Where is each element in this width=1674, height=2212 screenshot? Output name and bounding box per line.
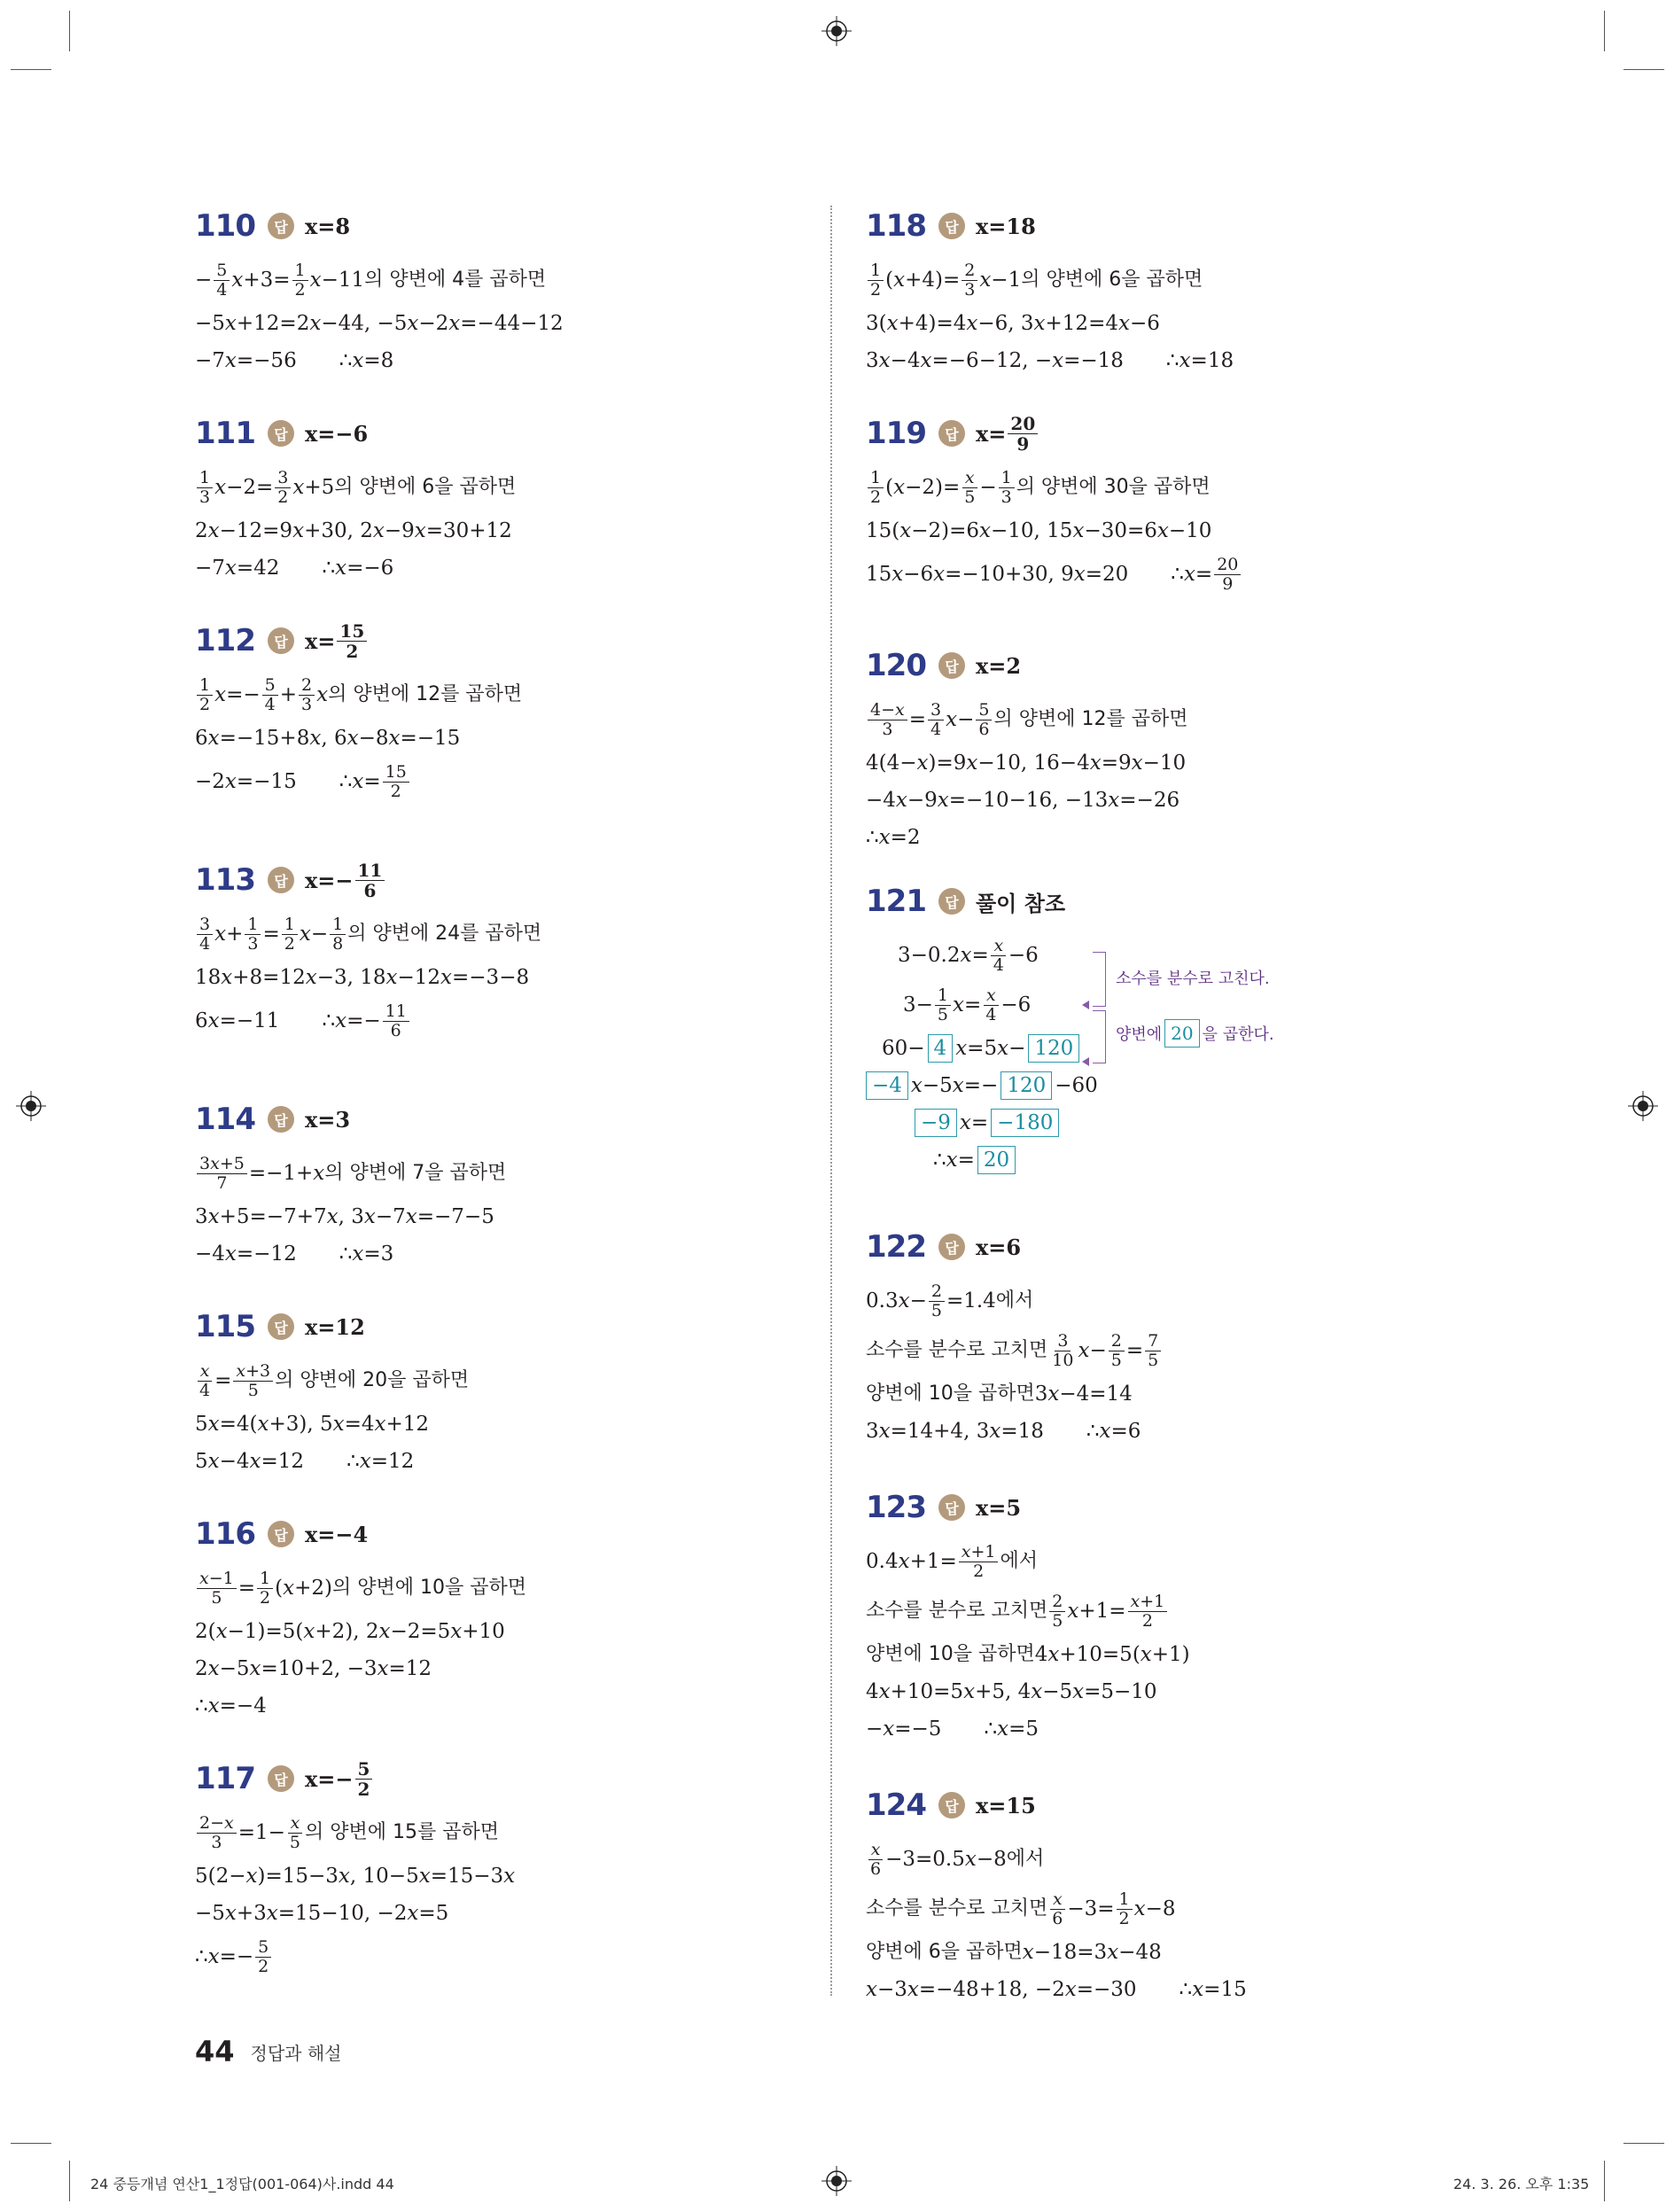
answer-badge-icon: 답 xyxy=(268,1313,294,1340)
solution-line: 60− 4 x =5 x − 120 xyxy=(866,1030,1486,1067)
problem-number: 124 xyxy=(866,1788,926,1823)
answer-badge-icon: 답 xyxy=(938,888,965,915)
page-number: 44 xyxy=(195,2035,235,2068)
blank-box: −4 xyxy=(866,1071,908,1100)
problem-header xyxy=(195,1749,798,1808)
problem-119 xyxy=(866,404,1486,599)
blank-box: −9 xyxy=(915,1109,957,1137)
answer: x= $\frac{20}{9}$ xyxy=(976,414,1039,454)
problem-124 xyxy=(866,1776,1486,2008)
answer: x=−6 xyxy=(304,420,369,447)
registration-mark-top-icon xyxy=(821,16,852,46)
crop-mark-tr-v xyxy=(1604,11,1605,51)
annotation-note-2: 양변에 20 을 곱한다. xyxy=(1116,1019,1274,1048)
solution-line: ∴ x =2 xyxy=(866,826,921,849)
solution-line: $\frac{1}{3}$ x −2= $\frac{3}{2}$ x +5 의 양변에 6을 곱하면 xyxy=(195,463,798,512)
problem-120 xyxy=(866,636,1486,856)
answer: x=2 xyxy=(975,652,1022,679)
problem-121 xyxy=(866,872,1486,1179)
blank-box: 120 xyxy=(1028,1034,1079,1063)
solution-line: $\frac{x-1}{5}$ = $\frac{1}{2}$ ( x +2) 의 양변에 10을 곱하면 xyxy=(195,1563,798,1613)
problem-122 xyxy=(866,1218,1486,1450)
blank-box: 20 xyxy=(977,1146,1016,1174)
solution-line: ∴ x =− $\frac{5}{2}$ xyxy=(195,1932,798,1982)
solution-line: 4 x +10=5 x +5, 4 x −5 x =5−10 xyxy=(866,1680,1157,1703)
problem-number: 115 xyxy=(195,1309,255,1344)
problem-header xyxy=(866,197,1486,255)
answer: x=15 xyxy=(975,1792,1036,1819)
solution-line: 6 x =−15+8 x , 6 x −8 x =−15 xyxy=(195,727,461,750)
problem-header xyxy=(866,1218,1486,1276)
solution-line: 양변에 10을 곱하면 4 x +10=5( x +1) xyxy=(866,1643,1190,1666)
solution-line: x −3 x =−48+18, −2 x =−30 ∴ x =15 xyxy=(866,1978,1247,2001)
registration-mark-bottom-icon xyxy=(821,2166,852,2196)
solution-line: $\frac{x}{6}$ −3=0.5 x −8 에서 xyxy=(866,1834,1486,1884)
problem-116 xyxy=(195,1505,798,1725)
solution-line: 18 x +8=12 x −3, 18 x −12 x =−3−8 xyxy=(195,966,530,989)
problem-113 xyxy=(195,851,798,1046)
answer: x=− $\frac{5}{2}$ xyxy=(305,1759,374,1799)
problem-112 xyxy=(195,611,798,806)
blank-box: 20 xyxy=(1164,1019,1199,1048)
arrow-left-icon xyxy=(1082,1057,1089,1066)
problem-header xyxy=(195,851,798,909)
problem-header xyxy=(866,872,1486,931)
solution-line: 3 x +5=−7+7 x , 3 x −7 x =−7−5 xyxy=(195,1205,494,1228)
problem-number: 114 xyxy=(195,1102,255,1137)
blank-box: 120 xyxy=(1001,1071,1052,1100)
problem-117 xyxy=(195,1749,798,1982)
problem-header xyxy=(866,1478,1486,1537)
problem-number: 110 xyxy=(195,208,255,244)
crop-mark-bl-v xyxy=(69,2161,70,2201)
solution-line: 3− $\frac{1}{5}$ x = $\frac{x}{4}$ −6 xyxy=(903,985,1032,1024)
solution-line: −7 x =42 ∴ x =−6 xyxy=(195,557,394,580)
solution-line: 15 x −6 x =−10+30, 9 x =20 ∴ x = $\frac{20}{9}$ xyxy=(866,549,1486,599)
answer: 풀이 참조 xyxy=(975,891,1066,916)
answer: x=12 xyxy=(304,1313,365,1340)
solution-line: −5 x +3 x =15−10, −2 x =5 xyxy=(195,1902,449,1925)
solution-line: ∴ x = 20 xyxy=(866,1141,1486,1179)
crop-mark-br-v xyxy=(1604,2161,1605,2201)
problem-number: 121 xyxy=(866,884,926,919)
solution-line: 5(2− x )=15−3 x , 10−5 x =15−3 x xyxy=(195,1865,516,1888)
problem-header xyxy=(866,636,1486,695)
solution-line: 3 x =14+4, 3 x =18 ∴ x =6 xyxy=(866,1420,1141,1443)
registration-mark-right-icon xyxy=(1628,1091,1658,1121)
problem-number: 122 xyxy=(866,1229,926,1265)
solution-line: −9 x = −180 xyxy=(866,1104,1486,1141)
answer-badge-icon: 답 xyxy=(938,1234,965,1260)
registration-mark-left-icon xyxy=(16,1091,46,1121)
problem-123 xyxy=(866,1478,1486,1748)
crop-mark-br-h xyxy=(1623,2143,1664,2144)
solution-line: 4(4− x )=9 x −10, 16−4 x =9 x −10 xyxy=(866,752,1187,775)
solution-line: $\frac{2-x}{3}$ =1− $\frac{x}{5}$ 의 양변에 15를 곱하면 xyxy=(195,1808,798,1858)
solution-line: 소수를 분수로 고치면 $\frac{2}{5}$ x +1= $\frac{x+1}{2}$ xyxy=(866,1586,1486,1636)
page-footer xyxy=(195,2035,342,2068)
solution-line: 2 x −12=9 x +30, 2 x −9 x =30+12 xyxy=(195,519,512,542)
solution-line: 5 x =4( x +3), 5 x =4 x +12 xyxy=(195,1413,430,1436)
page-section-title: 정답과 해설 xyxy=(250,2042,342,2064)
solution-line: 2( x −1)=5( x +2), 2 x −2=5 x +10 xyxy=(195,1620,505,1643)
solution-line: 15( x −2)=6 x −10, 15 x −30=6 x −10 xyxy=(866,519,1212,542)
problem-118 xyxy=(866,197,1486,379)
solution-line: −4 x =−12 ∴ x =3 xyxy=(195,1242,394,1266)
problem-number: 118 xyxy=(866,208,926,244)
solution-line: 양변에 6을 곱하면 x −18=3 x −48 xyxy=(866,1941,1162,1964)
solution-line: $\frac{3x+5}{7}$ =−1+ x 의 양변에 7을 곱하면 xyxy=(195,1149,798,1198)
solution-line: − $\frac{5}{4}$ x +3= $\frac{1}{2}$ x −11 의 양변에 4를 곱하면 xyxy=(195,260,547,300)
problem-number: 120 xyxy=(866,648,926,683)
answer-badge-icon: 답 xyxy=(268,1521,294,1547)
solution-line: $\frac{3}{4}$ x + $\frac{1}{3}$ = $\frac{1}{2}$ x − $\frac{1}{8}$ 의 양변에 24를 곱하면 xyxy=(195,909,798,959)
blank-box: 4 xyxy=(928,1034,954,1063)
solution-line: $\frac{4-x}{3}$ = $\frac{3}{4}$ x − $\frac{5}{6}$ 의 양변에 12를 곱하면 xyxy=(866,695,1486,744)
problem-number: 111 xyxy=(195,416,255,451)
solution-line: 2 x −5 x =10+2, −3 x =12 xyxy=(195,1657,432,1680)
solution-line: 0.3 x − $\frac{2}{5}$ =1.4 에서 xyxy=(866,1281,1034,1320)
problem-110 xyxy=(195,197,798,379)
solution-line: 3( x +4)=4 x −6, 3 x +12=4 x −6 xyxy=(866,312,1160,335)
problem-header xyxy=(195,1090,798,1149)
problem-number: 112 xyxy=(195,623,255,658)
problem-header xyxy=(195,197,798,255)
answer-badge-icon: 답 xyxy=(938,420,965,447)
problem-header xyxy=(866,404,1486,463)
answer-badge-icon: 답 xyxy=(268,1106,294,1133)
problem-number: 113 xyxy=(195,862,255,898)
answer-badge-icon: 답 xyxy=(268,867,294,893)
crop-mark-bl-h xyxy=(11,2143,51,2144)
problem-header xyxy=(195,404,798,463)
solution-line: 소수를 분수로 고치면 $\frac{x}{6}$ −3= $\frac{1}{2}$ x −8 xyxy=(866,1889,1176,1928)
solution-line: $\frac{1}{2}$ ( x +4)= $\frac{2}{3}$ x −1 의 양변에 6을 곱하면 xyxy=(866,255,1486,305)
solution-line: 3−0.2 x = $\frac{x}{4}$ −6 xyxy=(898,935,1039,975)
problem-number: 116 xyxy=(195,1516,255,1552)
answer: x=−4 xyxy=(304,1521,369,1547)
answer-badge-icon: 답 xyxy=(268,627,294,654)
answer: x=8 xyxy=(304,213,351,239)
answer: x= $\frac{15}{2}$ xyxy=(305,621,369,661)
annotation-note-1: 소수를 분수로 고친다. xyxy=(1116,970,1270,988)
answer: x=− $\frac{11}{6}$ xyxy=(305,861,386,900)
problem-header xyxy=(195,1505,798,1563)
solution-line: −2 x =−15 ∴ x = $\frac{15}{2}$ xyxy=(195,757,798,806)
answer: x=18 xyxy=(975,213,1036,239)
answer-badge-icon: 답 xyxy=(268,1765,294,1792)
problem-114 xyxy=(195,1090,798,1273)
solution-line: 5 x −4 x =12 ∴ x =12 xyxy=(195,1450,415,1473)
answer-badge-icon: 답 xyxy=(938,213,965,239)
problem-111 xyxy=(195,404,798,587)
solution-line: ∴ x =−4 xyxy=(195,1694,267,1717)
answer-badge-icon: 답 xyxy=(938,1494,965,1521)
problem-number: 123 xyxy=(866,1490,926,1525)
solution-line: 6 x =−11 ∴ x =− $\frac{11}{6}$ xyxy=(195,996,798,1046)
solution-line: 3 x −4 x =−6−12, − x =−18 ∴ x =18 xyxy=(866,349,1234,372)
problem-115 xyxy=(195,1297,798,1480)
solution-line: −7 x =−56 ∴ x =8 xyxy=(195,349,394,372)
solution-line: − x =−5 ∴ x =5 xyxy=(866,1717,1039,1741)
blank-box: −180 xyxy=(991,1109,1059,1137)
solution-line: $\frac{1}{2}$ ( x −2)= $\frac{x}{5}$ − $\frac{1}{3}$ 의 양변에 30을 곱하면 xyxy=(866,463,1486,512)
solution-line: −5 x +12=2 x −44, −5 x −2 x =−44−12 xyxy=(195,312,564,335)
solution-line: −4 x −5 x =− 120 −60 xyxy=(866,1067,1486,1104)
crop-mark-tl-h xyxy=(11,69,51,70)
solution-line: −4 x −9 x =−10−16, −13 x =−26 xyxy=(866,789,1180,812)
answer: x=3 xyxy=(304,1106,351,1133)
solution-line: $\frac{1}{2}$ x =− $\frac{5}{4}$ + $\frac{2}{3}$ x 의 양변에 12를 곱하면 xyxy=(195,670,798,720)
arrow-left-icon xyxy=(1082,1001,1089,1009)
answer: x=5 xyxy=(975,1494,1022,1521)
annotation-bracket-1 xyxy=(1093,952,1106,1007)
solution-line: 0.4 x +1= $\frac{x+1}{2}$ 에서 xyxy=(866,1541,1038,1581)
crop-mark-tr-h xyxy=(1623,69,1664,70)
answer-badge-icon: 답 xyxy=(268,213,294,239)
crop-mark-tl-v xyxy=(69,11,70,51)
problem-header xyxy=(195,1297,798,1356)
solution-line: 소수를 분수로 고치면 $\frac{3}{10}$ x − $\frac{2}{5}$ = $\frac{7}{5}$ xyxy=(866,1326,1486,1375)
column-divider xyxy=(830,206,832,1996)
print-slug-file: 24 중등개념 연산1_1정답(001-064)사.indd 44 xyxy=(90,2176,394,2193)
problem-number: 117 xyxy=(195,1761,255,1796)
answer-badge-icon: 답 xyxy=(268,420,294,447)
problem-header xyxy=(866,1776,1486,1834)
solution-line: 양변에 10을 곱하면 3 x −4=14 xyxy=(866,1382,1133,1406)
problem-header xyxy=(195,611,798,670)
solution-line: $\frac{x}{4}$ = $\frac{x+3}{5}$ 의 양변에 20을 곱하면 xyxy=(195,1356,798,1406)
answer-badge-icon: 답 xyxy=(938,652,965,679)
answer: x=6 xyxy=(975,1234,1022,1260)
annotation-bracket-2 xyxy=(1093,1010,1106,1063)
answer-badge-icon: 답 xyxy=(938,1792,965,1819)
print-slug-datetime: 24. 3. 26. 오후 1:35 xyxy=(1453,2176,1590,2193)
problem-number: 119 xyxy=(866,416,926,451)
